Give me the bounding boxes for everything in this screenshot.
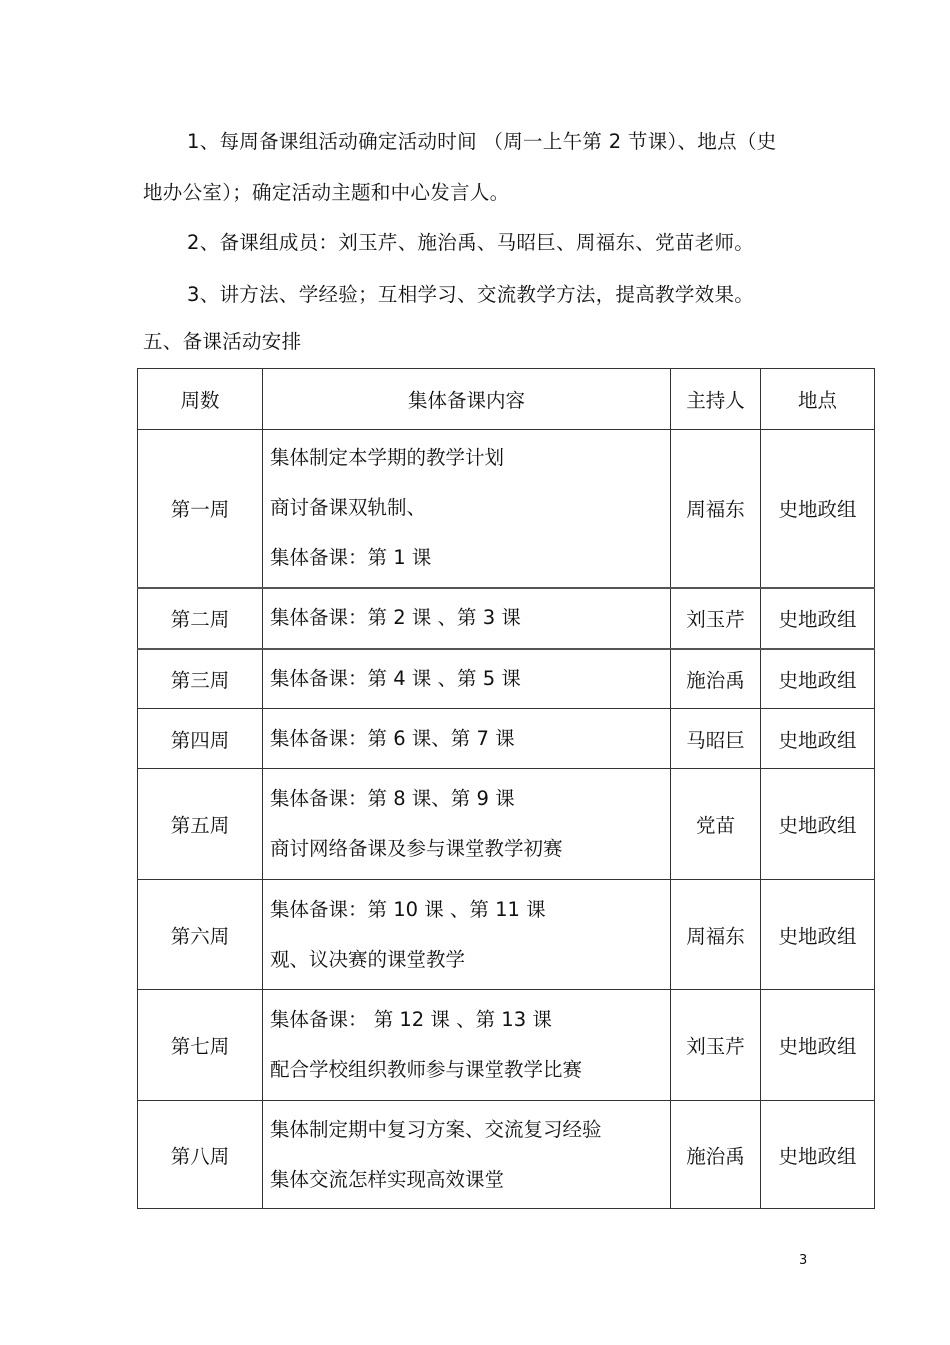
week-cell: 第八周	[138, 1101, 263, 1209]
content-line: 集体备课：第 2 课 、第 3 课	[270, 606, 521, 629]
content-line: 配合学校组织教师参与课堂教学比赛	[270, 1058, 583, 1081]
host-cell: 刘玉芹	[671, 990, 761, 1101]
content-line: 集体备课： 第 12 课 、第 13 课	[270, 1008, 552, 1031]
paragraph-3: 3、讲方法、学经验；互相学习、交流教学方法，提高教学效果。	[187, 283, 755, 306]
content-cell	[263, 709, 671, 769]
page-number: 3	[799, 1253, 808, 1268]
week-cell: 第七周	[138, 990, 263, 1101]
host-cell: 施治禹	[671, 649, 761, 709]
content-line: 集体交流怎样实现高效课堂	[270, 1167, 505, 1191]
content-cell	[263, 769, 671, 880]
content-line: 集体备课：第 10 课 、第 11 课	[270, 897, 546, 921]
activity-schedule-table	[137, 368, 875, 1209]
content-line: 集体制定本学期的教学计划	[270, 446, 505, 470]
table-row	[138, 990, 875, 1101]
content-line: 集体制定期中复习方案、交流复习经验	[270, 1117, 602, 1141]
place-cell: 史地政组	[761, 769, 875, 880]
header-host: 主持人	[671, 369, 761, 430]
header-week: 周数	[138, 369, 263, 430]
content-line: 集体备课：第 1 课	[270, 546, 432, 570]
table-row	[138, 430, 875, 588]
content-cell	[263, 588, 671, 649]
host-cell: 周福东	[671, 880, 761, 990]
week-cell: 第四周	[138, 709, 263, 769]
table-row	[138, 588, 875, 649]
host-cell: 周福东	[671, 430, 761, 588]
content-line: 观、议决赛的课堂教学	[270, 947, 466, 971]
week-cell: 第六周	[138, 880, 263, 990]
place-cell: 史地政组	[761, 649, 875, 709]
table-row	[138, 769, 875, 880]
week-cell: 第三周	[138, 649, 263, 709]
table-row	[138, 880, 875, 990]
place-cell: 史地政组	[761, 1101, 875, 1209]
table-row	[138, 649, 875, 709]
place-cell: 史地政组	[761, 588, 875, 649]
place-cell: 史地政组	[761, 880, 875, 990]
host-cell: 马昭巨	[671, 709, 761, 769]
paragraph-1-line-2: 地办公室）；确定活动主题和中心发言人。	[143, 181, 510, 204]
content-line: 集体备课：第 4 课 、第 5 课	[270, 666, 521, 690]
content-line: 集体备课：第 6 课、第 7 课	[270, 726, 515, 750]
place-cell: 史地政组	[761, 990, 875, 1101]
place-cell: 史地政组	[761, 430, 875, 588]
content-cell	[263, 430, 671, 588]
paragraph-1-line-1: 1、每周备课组活动确定活动时间 （周一上午第 2 节课）、地点（史	[187, 130, 777, 153]
content-line: 商讨备课双轨制、	[270, 496, 427, 520]
table-row	[138, 1101, 875, 1209]
header-content: 集体备课内容	[263, 369, 671, 430]
header-place: 地点	[761, 369, 875, 430]
host-cell: 刘玉芹	[671, 588, 761, 649]
content-line: 集体备课：第 8 课、第 9 课	[270, 787, 515, 810]
week-cell: 第一周	[138, 430, 263, 588]
content-line: 商讨网络备课及参与课堂教学初赛	[270, 837, 563, 860]
content-cell	[263, 649, 671, 709]
host-cell: 党苗	[671, 769, 761, 880]
place-cell: 史地政组	[761, 709, 875, 769]
content-cell	[263, 1101, 671, 1209]
paragraph-2: 2、备课组成员：刘玉芹、施治禹、马昭巨、周福东、党苗老师。	[187, 231, 755, 254]
content-cell	[263, 880, 671, 990]
week-cell: 第五周	[138, 769, 263, 880]
host-cell: 施治禹	[671, 1101, 761, 1209]
section-title: 五、备课活动安排	[143, 330, 302, 353]
table-row	[138, 709, 875, 769]
table-header-row	[138, 369, 875, 430]
content-cell	[263, 990, 671, 1101]
week-cell: 第二周	[138, 588, 263, 649]
